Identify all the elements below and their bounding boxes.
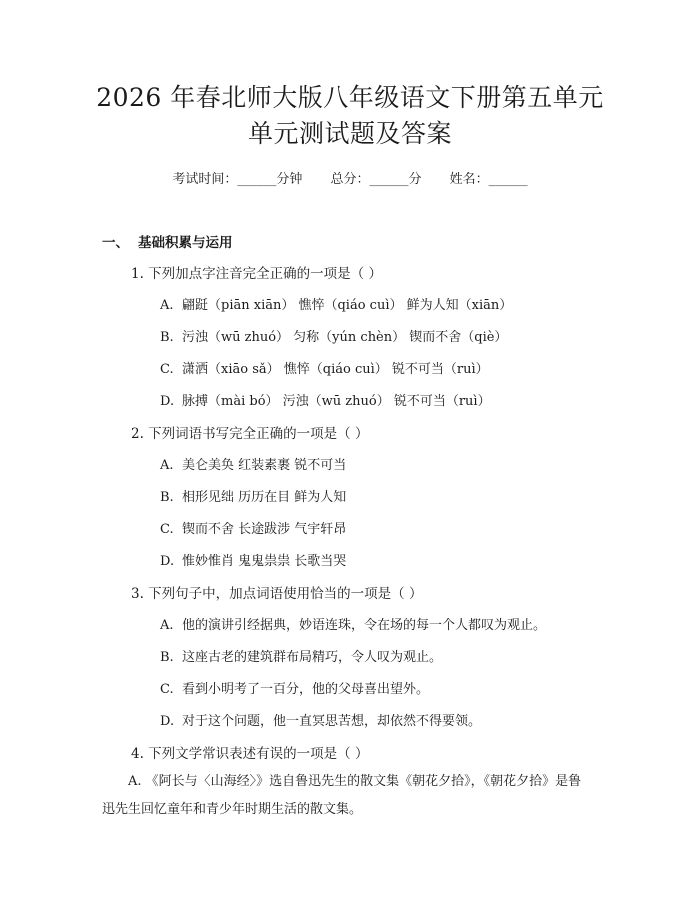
option-letter: B. — [160, 490, 174, 505]
option-letter: D. — [160, 554, 175, 569]
option-text: 污浊（wū zhuó） 匀称（yún chèn） 锲而不舍（qiè） — [182, 330, 508, 345]
option-text: 脉搏（mài bó） 污浊（wū zhuó） 锐不可当（ruì） — [182, 394, 491, 409]
option-item — [160, 390, 491, 409]
option-letter: B. — [160, 330, 174, 345]
option-text: 相形见绌 历历在目 鲜为人知 — [182, 490, 347, 505]
option-item — [160, 294, 512, 313]
option-text: 翩跹（piān xiān） 憔悴（qiáo cuì） 鲜为人知（xiān） — [182, 298, 513, 313]
question-stem: 2. 下列词语书写完全正确的一项是（ ） — [131, 426, 369, 442]
exam-name: 姓名：______ — [449, 172, 528, 187]
option-item — [160, 550, 346, 569]
option-text: 潇洒（xiāo sǎ） 憔悴（qiáo cuì） 锐不可当（ruì） — [182, 362, 489, 377]
option-text: 锲而不舍 长途跋涉 气宇轩昂 — [182, 522, 347, 537]
option-item — [160, 486, 346, 505]
option-letter: A. — [160, 618, 174, 633]
option-text: 惟妙惟肖 鬼鬼祟祟 长歌当哭 — [182, 554, 347, 569]
option-item — [160, 326, 507, 345]
option-letter: A. — [160, 458, 174, 473]
option-text: 看到小明考了一百分，他的父母喜出望外。 — [182, 682, 430, 697]
option-letter: A. — [160, 298, 174, 313]
option-item — [160, 518, 346, 537]
option-item — [160, 358, 489, 377]
option-text: 这座古老的建筑群布局精巧，令人叹为观止。 — [182, 650, 443, 665]
option-letter: D. — [160, 394, 175, 409]
question-stem: 4. 下列文学常识表述有误的一项是（ ） — [131, 746, 369, 762]
question-paragraph: A. 《阿长与〈山海经〉》选自鲁迅先生的散文集《朝花夕拾》，《朝花夕拾》是鲁迅先生回忆童年和青少年时期生活的散文集。 — [102, 774, 582, 817]
option-letter: C. — [160, 522, 174, 537]
document-title-line1: 2026 年春北师大版八年级语文下册第五单元 — [96, 83, 604, 112]
section-label: 基础积累与运用 — [138, 235, 233, 251]
option-item — [160, 678, 429, 697]
option-letter: D. — [160, 714, 175, 729]
question-stem: 1. 下列加点字注音完全正确的一项是（ ） — [131, 266, 382, 282]
option-item — [160, 646, 442, 665]
exam-info — [0, 168, 700, 187]
option-item — [160, 454, 346, 473]
document-title-line2: 单元测试题及答案 — [247, 119, 452, 148]
option-item — [160, 710, 481, 729]
option-item — [160, 614, 546, 633]
exam-score: 总分：______分 — [330, 172, 422, 187]
exam-time: 考试时间：______分钟 — [172, 172, 303, 187]
option-text: 美仑美奂 红装素裹 锐不可当 — [182, 458, 347, 473]
section-number: 一、 — [102, 235, 129, 251]
option-text: 对于这个问题，他一直冥思苦想，却依然不得要领。 — [182, 714, 482, 729]
option-letter: C. — [160, 362, 174, 377]
question-stem: 3. 下列句子中，加点词语使用恰当的一项是（ ） — [131, 586, 423, 602]
option-letter: B. — [160, 650, 174, 665]
option-letter: C. — [160, 682, 174, 697]
section-heading — [102, 231, 233, 251]
option-text: 他的演讲引经据典，妙语连珠，令在场的每一个人都叹为观止。 — [182, 618, 547, 633]
